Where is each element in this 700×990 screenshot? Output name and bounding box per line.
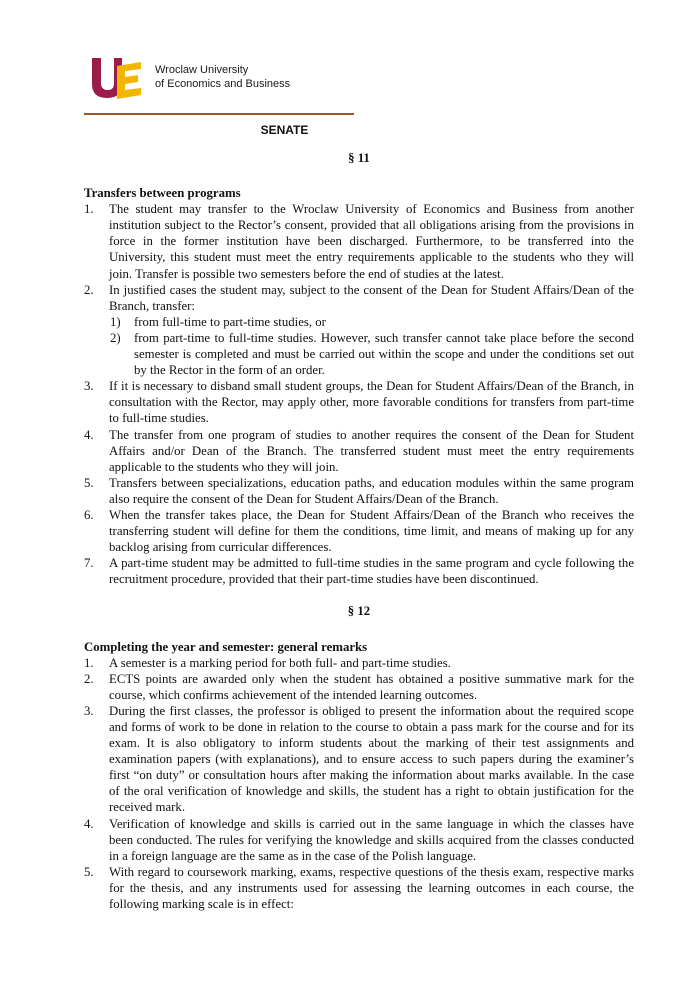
item-number: 4.	[84, 816, 94, 831]
university-name	[155, 63, 290, 91]
item-text: During the first classes, the professor is obliged to present the information about the required scope and forms of work to be done in relation to the course to obtain a pass mark for the course and for its exam. It is also obligatory to inform students about the marking of their test assignments and examination papers (with explanations), and to ensure access to such papers during the examiner’s first “on duty” or consultation hours after making the information about marks available. In the case of the oral verification of knowledge and skills, the student has a right to obtain justification for the received mark.	[109, 703, 634, 815]
item-text: A semester is a marking period for both full- and part-time studies.	[109, 655, 451, 670]
section-list	[84, 201, 634, 587]
item-text: In justified cases the student may, subject to the consent of the Dean for Student Affairs/Dean of the Branch, transfer:	[109, 282, 634, 313]
section-heading: Transfers between programs	[84, 186, 241, 201]
item-number: 5.	[84, 475, 94, 490]
list-item	[84, 475, 634, 507]
item-text: Transfers between specializations, education paths, and education modules within the same program also require the consent of the Dean for Student Affairs/Dean of the Branch.	[109, 475, 634, 506]
item-number: 3.	[84, 703, 94, 718]
sub-item-text: from part-time to full-time studies. However, such transfer cannot take place before the second semester is completed and must be carried out within the scope and under the conditions set out by the Rector in the form of an order.	[134, 330, 634, 378]
header-rule	[84, 113, 354, 115]
section-11	[84, 150, 634, 587]
list-item	[84, 703, 634, 816]
list-item	[84, 427, 634, 475]
section-sign: § 12	[347, 604, 371, 619]
list-item	[84, 378, 634, 426]
logo-e-shape	[117, 62, 141, 99]
item-text: With regard to coursework marking, exams, respective questions of the thesis exam, respective marks for the thesis, and any instruments used for assessing the learning outcomes in each course, the following marking scale is in effect:	[109, 864, 634, 912]
list-item	[84, 507, 634, 555]
sub-item-text: from full-time to part-time studies, or	[134, 314, 326, 329]
sub-list-item	[109, 330, 634, 378]
section-list	[84, 655, 634, 913]
item-number: 6.	[84, 507, 94, 522]
section-heading: Completing the year and semester: general remarks	[84, 639, 368, 654]
item-text: When the transfer takes place, the Dean for Student Affairs/Dean of the Branch who receives the transferring student will define for them the conditions, time limit, and means of making up for any backlog arising from curricular differences.	[109, 507, 634, 555]
document-body	[84, 150, 634, 912]
item-number: 3.	[84, 379, 94, 394]
list-item	[84, 282, 634, 379]
university-logo	[90, 56, 145, 100]
list-item	[84, 655, 634, 671]
list-item	[84, 555, 634, 587]
item-text: ECTS points are awarded only when the student has obtained a positive summative mark for the course, which confirms achievement of the intended learning outcomes.	[109, 671, 634, 702]
list-item	[84, 201, 634, 281]
item-text: The student may transfer to the Wroclaw University of Economics and Business from another institution subject to the Rector’s consent, provided that all obligations arising from the provisions in force in the former institution have been discharged. Furthermore, to be transferred into the University, this student must meet the entry requirements applicable to the students who they will join. Transfer is possible two semesters before the end of studies at the latest.	[109, 202, 634, 281]
list-item	[84, 671, 634, 703]
sub-list	[109, 314, 634, 378]
sub-item-number: 2)	[110, 330, 121, 345]
item-number: 5.	[84, 864, 94, 879]
item-number: 7.	[84, 556, 94, 571]
item-number: 1.	[84, 655, 94, 670]
senate-title: SENATE	[260, 123, 309, 137]
section-sign: § 11	[348, 151, 370, 165]
university-name-line1: Wroclaw University	[155, 64, 249, 76]
university-name-line2: of Economics and Business	[155, 78, 291, 90]
item-number: 2.	[84, 671, 94, 686]
item-number: 4.	[84, 427, 94, 442]
list-item	[84, 864, 634, 912]
item-text: If it is necessary to disband small student groups, the Dean for Student Affairs/Dean of the Branch, in consultation with the Rector, may apply other, more favorable conditions for transfers from part-time to full-time studies.	[109, 379, 634, 426]
item-text: The transfer from one program of studies to another requires the consent of the Dean for Student Affairs and/or Dean of the Branch. The transferred student must meet the entry requirements applicable to the students who they will join.	[109, 427, 634, 474]
section-12	[84, 603, 634, 912]
item-number: 1.	[84, 202, 94, 217]
item-text: A part-time student may be admitted to full-time studies in the same program and cycle following the recruitment procedure, provided that their part-time studies have been discontinued.	[109, 556, 634, 587]
item-number: 2.	[84, 282, 94, 297]
sub-list-item	[109, 314, 634, 330]
sub-item-number: 1)	[110, 314, 121, 329]
list-item	[84, 816, 634, 864]
item-text: Verification of knowledge and skills is carried out in the same language in which the classes have been conducted. The rules for verifying the knowledge and skills acquired from the classes conducted in a foreign language are the same as in the case of the Polish language.	[109, 816, 634, 863]
